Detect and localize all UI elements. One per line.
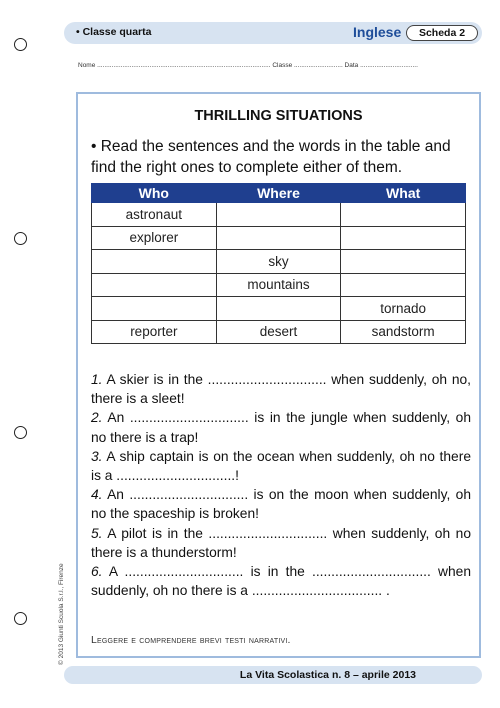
table-row xyxy=(92,297,466,321)
sentence-item xyxy=(91,408,471,446)
table-cell xyxy=(216,297,341,321)
table-cell xyxy=(92,250,217,274)
sentence-number: 6. xyxy=(91,564,103,580)
learning-objective: Leggere e comprendere brevi testi narrativi. xyxy=(91,634,291,646)
worksheet-frame xyxy=(76,92,481,658)
word-table xyxy=(91,183,466,344)
sentence-text: A ............................... is in the ............................... when suddenly, oh no there is a .................................. . xyxy=(91,564,471,599)
sentence-text: An ............................... is in the jungle when suddenly, oh no there is a trap! xyxy=(91,410,471,445)
table-cell: reporter xyxy=(92,320,217,344)
subject-label: Inglese xyxy=(353,24,402,40)
sentence-text: A ship captain is on the ocean when suddenly, oh no there is a ...............................! xyxy=(91,448,471,484)
table-cell xyxy=(92,297,217,321)
table-row xyxy=(92,273,466,297)
sentence-item xyxy=(91,524,471,562)
sentence-number: 2. xyxy=(91,410,103,426)
sentence-text: A skier is in the ............................... when suddenly, oh no, there is a sleet! xyxy=(91,372,471,407)
sentence-number: 5. xyxy=(91,525,103,541)
sentence-number: 3. xyxy=(91,448,103,464)
table-cell xyxy=(341,203,466,227)
publication-info: La Vita Scolastica n. 8 – aprile 2013 xyxy=(239,669,416,681)
header-bar xyxy=(64,22,482,44)
copyright-notice: © 2013 Giunti Scuola S.r.l., Firenze xyxy=(58,563,65,665)
sentence-item xyxy=(91,370,471,408)
table-cell: mountains xyxy=(216,273,341,297)
table-cell: desert xyxy=(216,320,341,344)
binder-hole-4 xyxy=(14,612,27,625)
sentence-item xyxy=(91,447,471,485)
sentence-item xyxy=(91,485,471,523)
column-header-who: Who xyxy=(92,184,217,203)
table-cell xyxy=(216,226,341,250)
binder-hole-2 xyxy=(14,232,27,245)
table-header-row xyxy=(92,184,466,203)
table-row xyxy=(92,320,466,344)
table-cell: sandstorm xyxy=(341,320,466,344)
table-row xyxy=(92,203,466,227)
table-cell: sky xyxy=(216,250,341,274)
sentence-number: 4. xyxy=(91,487,103,503)
table-cell xyxy=(341,226,466,250)
table-cell xyxy=(341,250,466,274)
instruction-text: • Read the sentences and the words in the table and find the right ones to complete either of them. xyxy=(91,138,451,176)
table-row xyxy=(92,226,466,250)
table-cell xyxy=(341,273,466,297)
sentence-list xyxy=(91,370,471,600)
footer-bar xyxy=(64,666,482,684)
binder-hole-1 xyxy=(14,38,27,51)
name-class-date-line: Nome ................................................................................................ Classe ........................... Data ................................ xyxy=(78,62,418,69)
table-cell: tornado xyxy=(341,297,466,321)
table-cell: astronaut xyxy=(92,203,217,227)
worksheet-title: THRILLING SITUATIONS xyxy=(194,108,363,124)
column-header-where: Where xyxy=(216,184,341,203)
sheet-badge: Scheda 2 xyxy=(406,25,478,41)
binder-hole-3 xyxy=(14,426,27,439)
sentence-text: A pilot is in the ............................... when suddenly, oh no there is a thunderstorm! xyxy=(91,525,471,560)
class-label: • Classe quarta xyxy=(76,26,152,38)
column-header-what: What xyxy=(341,184,466,203)
sentence-item xyxy=(91,562,471,600)
table-cell: explorer xyxy=(92,226,217,250)
table-cell xyxy=(92,273,217,297)
table-cell xyxy=(216,203,341,227)
sentence-number: 1. xyxy=(91,372,103,387)
sentence-text: An ............................... is on the moon when suddenly, oh no the spaceship is broken! xyxy=(91,487,471,522)
table-row xyxy=(92,250,466,274)
